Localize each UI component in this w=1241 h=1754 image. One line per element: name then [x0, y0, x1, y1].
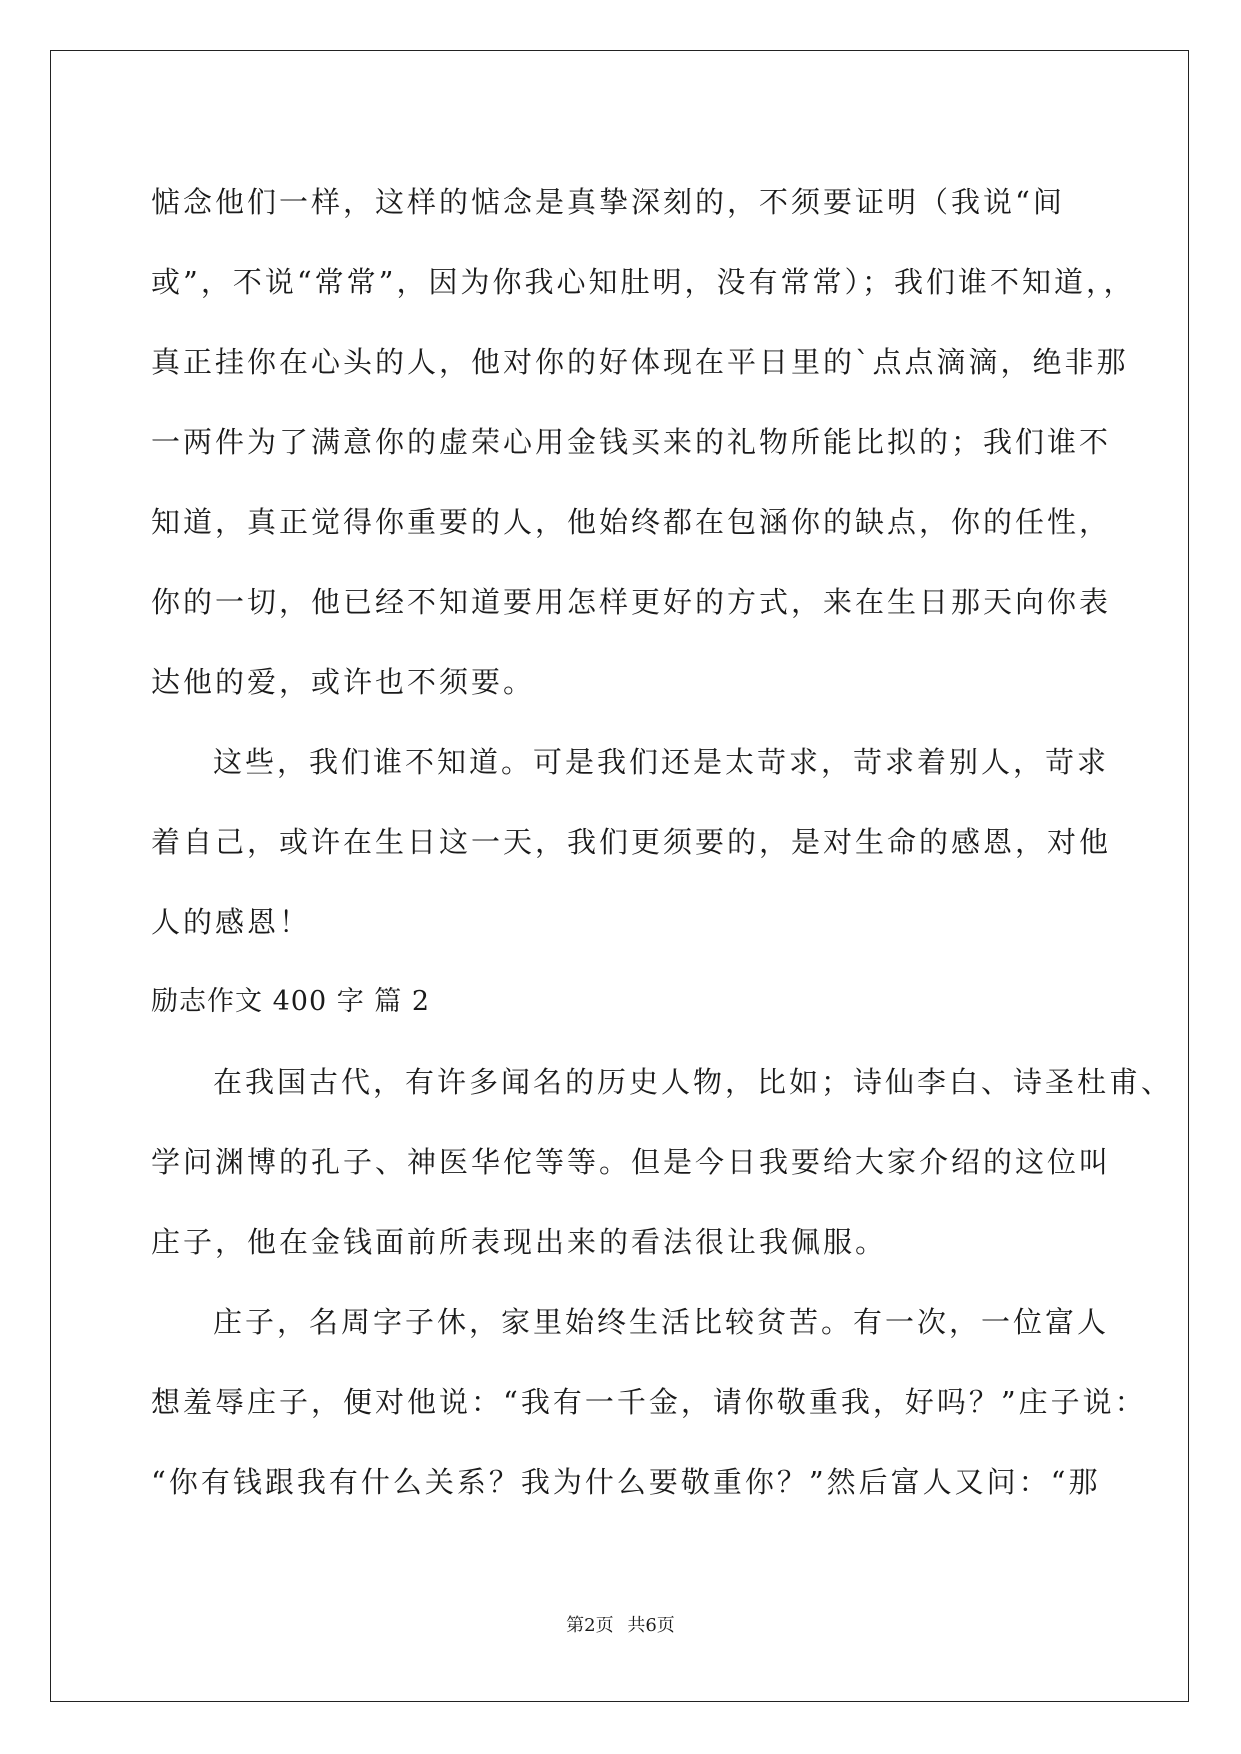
text-line: 庄子，他在金钱面前所表现出来的看法很让我佩服。: [151, 1225, 888, 1259]
text-line: 一两件为了满意你的虚荣心用金钱买来的礼物所能比拟的；我们谁不: [151, 425, 1112, 459]
text-line: 惦念他们一样，这样的惦念是真挚深刻的，不须要证明（我说“间: [151, 185, 1065, 219]
text-line: 或”，不说“常常”，因为你我心知肚明，没有常常）；我们谁不知道，，: [151, 265, 1136, 299]
text-line: 达他的爱，或许也不须要。: [151, 665, 536, 699]
page-footer: [0, 1611, 1241, 1637]
text-line: 学问渊博的孔子、神医华佗等等。但是今日我要给大家介绍的这位叫: [151, 1145, 1112, 1179]
document-body: [151, 162, 1174, 1522]
paragraph-start-line: 庄子，名周字子休，家里始终生活比较贫苦。有一次，一位富人: [213, 1305, 1110, 1339]
text-line: 人的感恩！: [151, 905, 312, 939]
text-line: 想羞辱庄子，便对他说：“我有一千金，请你敬重我，好吗？”庄子说：: [151, 1385, 1147, 1419]
paragraph-start-line: 在我国古代，有许多闻名的历史人物，比如；诗仙李白、诗圣杜甫、: [213, 1065, 1174, 1099]
text-line: 知道，真正觉得你重要的人，他始终都在包涵你的缺点，你的任性，: [151, 505, 1112, 539]
text-line: 着自己，或许在生日这一天，我们更须要的，是对生命的感恩，对他: [151, 825, 1112, 859]
text-line: 真正挂你在心头的人，他对你的好体现在平日里的`点点滴滴，绝非那: [151, 345, 1129, 379]
section-heading: 励志作文 400 字 篇 2: [151, 986, 431, 1017]
text-line: 你的一切，他已经不知道要用怎样更好的方式，来在生日那天向你表: [151, 585, 1112, 619]
page-total: 共6页: [627, 1615, 675, 1636]
text-line: “你有钱跟我有什么关系？我为什么要敬重你？”然后富人又问：“那: [151, 1465, 1101, 1499]
paragraph-start-line: 这些，我们谁不知道。可是我们还是太苛求，苛求着别人，苛求: [213, 745, 1110, 779]
page-number: 第2页: [566, 1615, 614, 1636]
